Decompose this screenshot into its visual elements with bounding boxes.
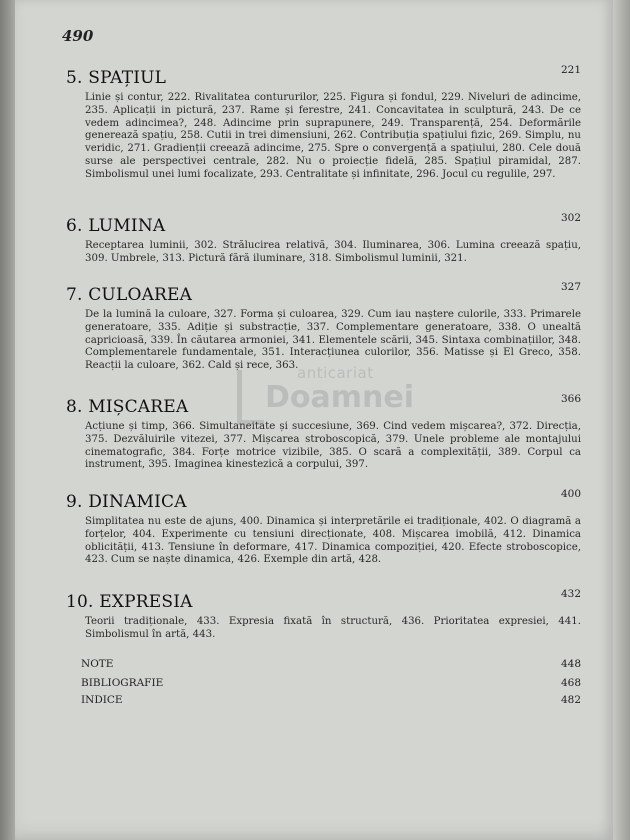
chapter-7	[66, 281, 581, 373]
chapter-9	[66, 488, 581, 567]
watermark-small-text: anticariat	[297, 364, 374, 382]
back-matter-bibliography	[81, 677, 581, 689]
chapter-page: 400	[560, 488, 581, 500]
chapter-title: 6. LUMINA	[66, 216, 166, 236]
chapter-page: 432	[560, 588, 581, 600]
chapter-title: 5. SPAȚIUL	[66, 68, 167, 88]
chapter-page: 366	[560, 393, 581, 405]
chapter-page: 302	[560, 212, 581, 224]
book-spine-shadow	[0, 0, 15, 840]
back-matter-page: 482	[560, 694, 581, 706]
watermark-big-text: Doamnei	[265, 380, 415, 415]
page-edge	[613, 0, 630, 840]
back-matter-label: INDICE	[81, 694, 123, 706]
chapter-contents: Teorii tradiționale, 433. Expresia fixată în structură, 436. Prioritatea expresiei, 441. Simbolismul în artă, 443.	[85, 616, 581, 640]
chapter-8	[66, 393, 581, 472]
chapter-title: 9. DINAMICA	[66, 492, 187, 512]
chapter-title: 10. EXPRESIA	[66, 592, 193, 612]
chapter-contents: Linie și contur, 222. Rivalitatea contururilor, 225. Figura și fondul, 229. Niveluri de adincime, 235. Aplicații in pictură, 237. Rame și ferestre, 241. Concavitatea in sculptură, 243. De ce vedem adincimea?, 248. Adincime prin suprapunere, 249. Transparență, 254. Deformările generează spațiu, 258. Cutii in trei dimensiuni, 262. Contribuția spațiului fizic, 269. Simplu, nu veridic, 271. Gradienții creează adincime, 275. Spre o convergență a spațiului, 280. Cele două surse ale perspectivei centrale, 282. Nu o proiecție fidelă, 285. Spațiul piramidal, 287. Simbolismul unei lumi focalizate, 293. Centralitate și infinitate, 296. Jocul cu regulile, 297.	[85, 92, 581, 180]
chapter-contents: Receptarea luminii, 302. Strălucirea relativă, 304. Iluminarea, 306. Lumina creează spațiu, 309. Umbrele, 313. Pictură fără iluminare, 318. Simbolismul luminii, 321.	[85, 240, 581, 264]
chapter-5	[66, 64, 581, 182]
chapter-title: 8. MIȘCAREA	[66, 397, 189, 417]
chapter-6	[66, 212, 581, 266]
chapter-contents: Simplitatea nu este de ajuns, 400. Dinamica și interpretările ei tradiționale, 402. O diagramă a forțelor, 404. Experimente cu tensiuni direcționate, 408. Mișcarea imobilă, 412. Dinamica oblicității, 413. Tensiune în deformare, 417. Dinamica compoziției, 420. Efecte stroboscopice, 423. Cum se naște dinamica, 426. Exemple din artă, 428.	[85, 516, 581, 566]
back-matter-notes	[81, 658, 581, 670]
chapter-contents: Acțiune și timp, 366. Simultaneitate și succesiune, 369. Cind vedem mișcarea?, 372. Direcția, 375. Dezvăluirile vitezei, 377. Mișcarea stroboscopică, 379. Unele probleme ale montajului cinematografic, 384. Forțe motrice vizibile, 385. O scară a complexității, 389. Corpul ca instrument, 395. Imaginea kinestezică a corpului, 397.	[85, 421, 581, 471]
page-number: 490	[62, 27, 94, 45]
chapter-page: 221	[560, 64, 581, 76]
chapter-contents: De la lumină la culoare, 327. Forma și culoarea, 329. Cum iau naștere culorile, 333. Primarele generatoare, 335. Adiție și substracție, 337. Complementare generatoare, 338. O unealtă capricioasă, 339. În căutarea armoniei, 341. Elementele scării, 345. Sintaxa combinațiilor, 348. Complementarele fundamentale, 351. Interacțiunea culorilor, 356. Matisse și El Greco, 358. Reacții la culoare, 362. Cald și rece, 363.	[85, 309, 581, 372]
chapter-page: 327	[560, 281, 581, 293]
back-matter-label: NOTE	[81, 658, 114, 670]
chapter-10	[66, 588, 581, 642]
back-matter-label: BIBLIOGRAFIE	[81, 677, 164, 689]
back-matter-page: 468	[560, 677, 581, 689]
back-matter-page: 448	[560, 658, 581, 670]
back-matter-index	[81, 694, 581, 706]
chapter-title: 7. CULOAREA	[66, 285, 193, 305]
